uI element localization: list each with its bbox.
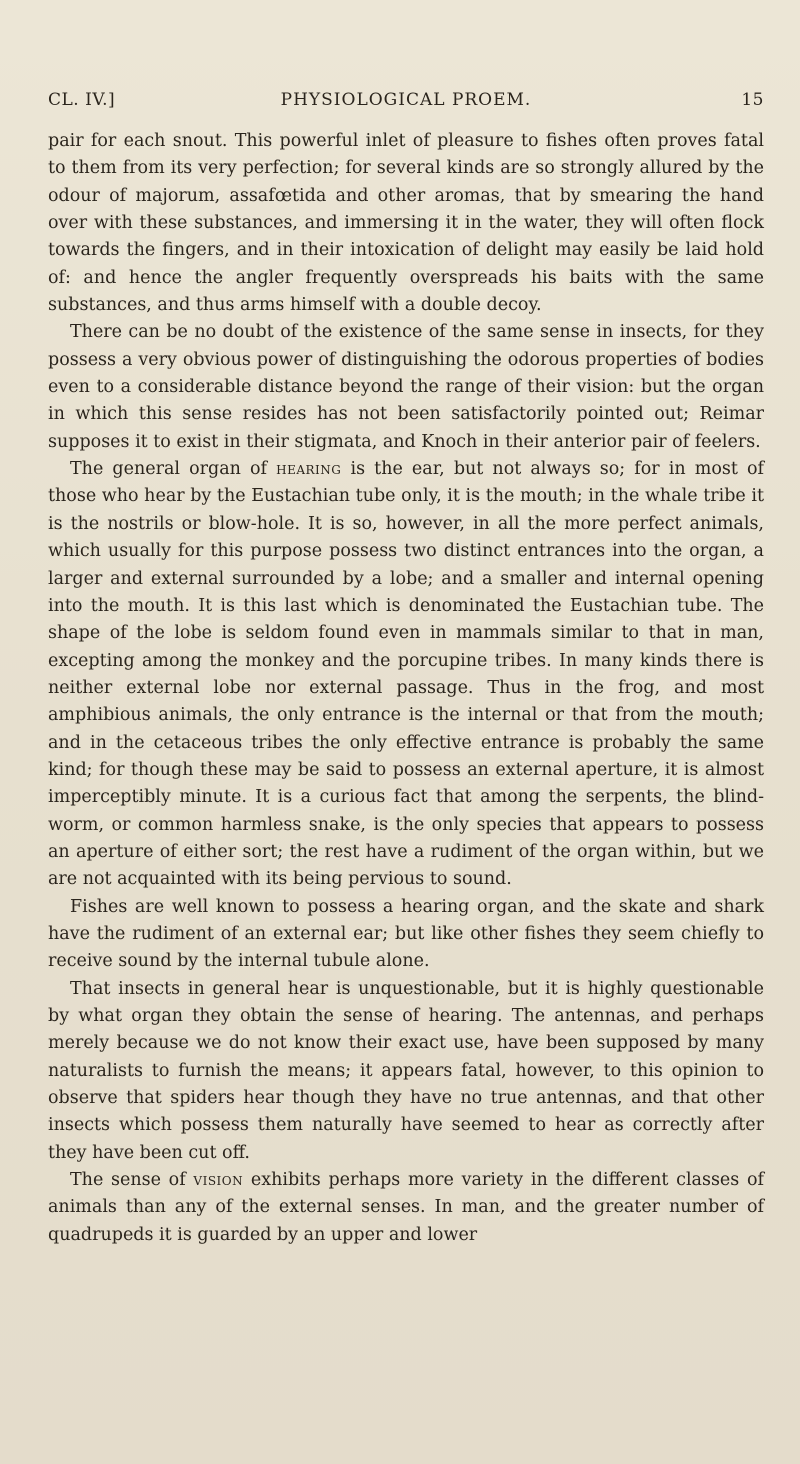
page-number: 15: [741, 90, 764, 110]
body-text: [48, 128, 764, 1249]
running-title: PHYSIOLOGICAL PROEM.: [280, 90, 532, 110]
vision-body-text: exhibits perhaps more variety in the different classes of animals than any of the external senses. In man, and the greater number of quadrupeds it is guarded by an upper and lower: [48, 1170, 764, 1245]
paragraph-hearing: [48, 456, 764, 894]
paragraph-vision: [48, 1167, 764, 1249]
vision-term: vision: [193, 1170, 244, 1191]
paragraph-hearing-fishes: Fishes are well known to possess a hearing organ, and the skate and shark have the rudiment of an external ear; but like other fishes they seem chiefly to receive sound by the internal tubule alone.: [48, 896, 764, 972]
hearing-body-text: is the ear, but not always so; for in most of those who hear by the Eustachian tube only, it is the mouth; in the whale tribe it is the nostrils or blow-hole. It is so, however, in all the more perfect animals, which usually for this purpose possess two distinct entrances into the organ, a larger and external surrounded by a lobe; and a smaller and internal opening into the mouth. It is this last which is denominated the Eustachian tube. The shape of the lobe is seldom found even in mammals similar to that in man, excepting among the monkey and the porcupine tribes. In many kinds there is neither external lobe nor external passage. Thus in the frog, and most amphibious animals, the only entrance is the internal or that from the mouth; and in the cetaceous tribes the only effective entrance is probably the same kind; for though these may be said to possess an external aperture, it is almost imperceptibly minute. It is a curious fact that among the serpents, the blind-worm, or common harmless snake, is the only species that appears to possess an aperture of either sort; the rest have a rudiment of the organ within, but we are not acquainted with its being pervious to sound.: [48, 459, 764, 890]
vision-intro-text: The sense of: [70, 1170, 194, 1191]
chapter-reference: CL. IV.]: [48, 90, 116, 110]
hearing-intro-text: The general organ of: [70, 459, 277, 480]
paragraph-smell-insects: There can be no doubt of the existence of the same sense in insects, for they possess a very obvious power of distinguishing the odorous properties of bodies even to a considerable distance beyond the range of their vision: but the organ in which this sense resides has not been satisfactorily pointed out; Reimar supposes it to exist in their stigmata, and Knoch in their anterior pair of feelers.: [48, 322, 764, 452]
paragraph-smell-fishes: pair for each snout. This powerful inlet of pleasure to fishes often proves fatal to them from its very perfection; for several kinds are so strongly allured by the odour of majorum, assafœtida and other aromas, that by smearing the hand over with these substances, and immersing it in the water, they will often flock towards the fingers, and in their intoxication of delight may easily be laid hold of: and hence the angler frequently overspreads his baits with the same substances, and thus arms himself with a double decoy.: [48, 131, 764, 316]
paragraph-hearing-insects: That insects in general hear is unquestionable, but it is highly questionable by what organ they obtain the sense of hearing. The antennas, and perhaps merely because we do not know their exact use, have been supposed by many naturalists to furnish the means; it appears fatal, however, to this opinion to observe that spiders hear though they have no true antennas, and that other insects which possess them naturally have seemed to hear as correctly after they have been cut off.: [48, 978, 764, 1163]
running-header: [48, 90, 764, 114]
hearing-term: hearing: [276, 459, 342, 480]
